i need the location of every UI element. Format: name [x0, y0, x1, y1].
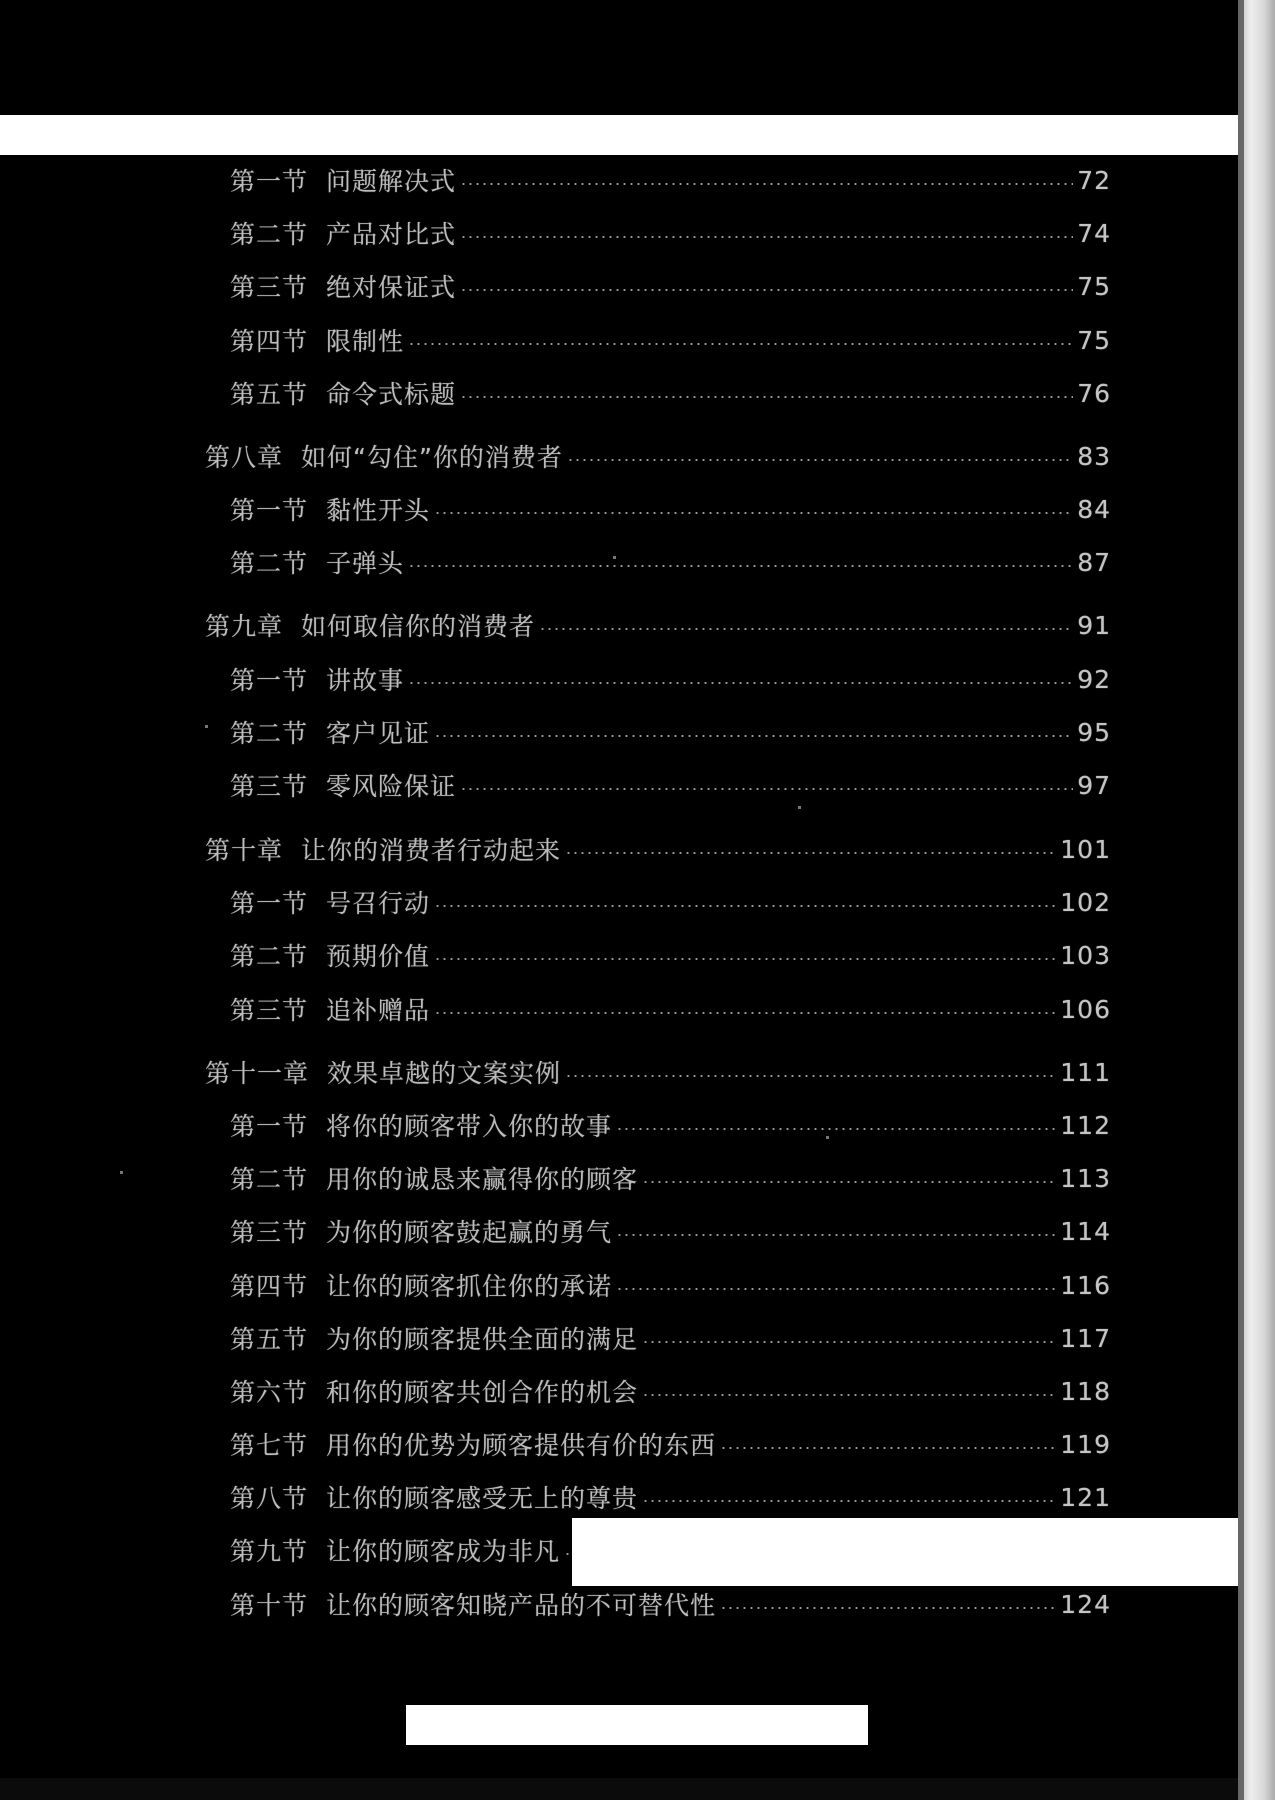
toc-entry-18 [230, 1107, 1111, 1143]
page-number: 92 [1077, 664, 1111, 694]
section-number: 第五节 [230, 1325, 309, 1354]
toc-entry-19 [230, 1160, 1111, 1196]
section-number: 第八节 [230, 1484, 309, 1513]
dot-leader [720, 1447, 1056, 1449]
page-number: 84 [1077, 494, 1111, 524]
page-number: 114 [1060, 1216, 1111, 1246]
page-number: 72 [1077, 165, 1111, 195]
section-number: 第一节 [230, 167, 309, 196]
toc-entry-8 [230, 544, 1111, 580]
dot-leader [616, 1234, 1056, 1236]
page-number: 91 [1077, 610, 1111, 640]
toc-entry-7 [230, 491, 1111, 527]
section-title: 用你的优势为顾客提供有价的东西 [326, 1431, 717, 1460]
section-title: 为你的顾客提供全面的满足 [326, 1325, 639, 1354]
redaction-box-footer [406, 1705, 868, 1745]
section-title: 为你的顾客鼓起赢的勇气 [326, 1218, 613, 1247]
page-number: 117 [1060, 1323, 1111, 1353]
section-title: 零风险保证 [326, 772, 457, 801]
dot-leader [642, 1181, 1056, 1183]
toc-entry-9 [205, 607, 1111, 643]
dot-leader [408, 565, 1073, 567]
page-number: 97 [1077, 770, 1111, 800]
section-title: 号召行动 [326, 889, 431, 918]
scan-speck [826, 1136, 829, 1139]
section-number: 第十节 [230, 1591, 309, 1620]
toc-entry-2 [230, 215, 1111, 251]
toc-entry-27 [230, 1586, 1111, 1622]
toc-entry-10 [230, 661, 1111, 697]
dot-leader [408, 343, 1073, 345]
redaction-box [572, 1518, 1238, 1586]
chapter-number: 第九章 [205, 612, 284, 641]
page-number: 124 [1060, 1589, 1111, 1619]
page-number: 76 [1077, 378, 1111, 408]
bottom-strip [0, 1778, 1238, 1800]
toc-entry-17 [205, 1054, 1111, 1090]
dot-leader [460, 788, 1073, 790]
section-title: 限制性 [326, 327, 405, 356]
section-title: 让你的顾客抓住你的承诺 [326, 1272, 613, 1301]
page-number: 119 [1060, 1429, 1111, 1459]
toc-entry-3 [230, 268, 1111, 304]
chapter-title: 效果卓越的文案实例 [327, 1059, 562, 1088]
toc-entry-11 [230, 714, 1111, 750]
page-number: 101 [1060, 834, 1111, 864]
section-number: 第三节 [230, 273, 309, 302]
dot-leader [565, 1075, 1056, 1077]
section-title: 问题解决式 [326, 167, 457, 196]
section-number: 第六节 [230, 1378, 309, 1407]
section-number: 第二节 [230, 942, 309, 971]
section-title: 和你的顾客共创合作的机会 [326, 1378, 639, 1407]
page-number: 112 [1060, 1110, 1111, 1140]
section-number: 第一节 [230, 889, 309, 918]
toc-entry-1 [230, 162, 1111, 198]
chapter-title: 让你的消费者行动起来 [301, 836, 562, 865]
page-number: 95 [1077, 717, 1111, 747]
chapter-number: 第十章 [205, 836, 284, 865]
section-title: 命令式标题 [326, 380, 457, 409]
page-number: 113 [1060, 1163, 1111, 1193]
section-number: 第二节 [230, 220, 309, 249]
scan-speck [120, 1171, 123, 1174]
page-number: 87 [1077, 547, 1111, 577]
dot-leader [642, 1394, 1056, 1396]
toc-entry-12 [230, 767, 1111, 803]
section-number: 第九节 [230, 1537, 309, 1566]
dot-leader [434, 735, 1073, 737]
toc-entry-16 [230, 991, 1111, 1027]
dot-leader [434, 958, 1056, 960]
section-title: 讲故事 [326, 666, 405, 695]
toc-entry-23 [230, 1373, 1111, 1409]
dot-leader [539, 628, 1073, 630]
dot-leader [565, 852, 1056, 854]
dot-leader [642, 1341, 1056, 1343]
page-number: 116 [1060, 1270, 1111, 1300]
toc-entry-13 [205, 831, 1111, 867]
section-number: 第三节 [230, 1218, 309, 1247]
toc-entry-24 [230, 1426, 1111, 1462]
section-title: 预期价值 [326, 942, 431, 971]
section-number: 第一节 [230, 496, 309, 525]
section-number: 第一节 [230, 1112, 309, 1141]
toc-entry-15 [230, 937, 1111, 973]
section-title: 产品对比式 [326, 220, 457, 249]
page-number: 118 [1060, 1376, 1111, 1406]
section-number: 第二节 [230, 1165, 309, 1194]
toc-entry-20 [230, 1213, 1111, 1249]
page-number: 74 [1077, 218, 1111, 248]
page-number: 102 [1060, 887, 1111, 917]
section-number: 第三节 [230, 772, 309, 801]
page-number: 121 [1060, 1482, 1111, 1512]
dot-leader [720, 1607, 1056, 1609]
section-title: 让你的顾客成为非凡 [326, 1537, 561, 1566]
dot-leader [434, 905, 1056, 907]
page-edge-shadow [1238, 0, 1275, 1800]
toc-entry-25 [230, 1479, 1111, 1515]
dot-leader [460, 183, 1073, 185]
section-title: 让你的顾客感受无上的尊贵 [326, 1484, 639, 1513]
chapter-title: 如何“勾住”你的消费者 [301, 443, 563, 472]
page-number: 106 [1060, 994, 1111, 1024]
dot-leader [616, 1288, 1056, 1290]
scan-speck [205, 725, 208, 728]
toc-entry-21 [230, 1267, 1111, 1303]
toc-entry-4 [230, 322, 1111, 358]
section-title: 将你的顾客带入你的故事 [326, 1112, 613, 1141]
section-number: 第二节 [230, 549, 309, 578]
dot-leader [460, 396, 1073, 398]
section-title: 子弹头 [326, 549, 405, 578]
toc-entry-6 [205, 438, 1111, 474]
dot-leader [434, 512, 1073, 514]
section-number: 第二节 [230, 719, 309, 748]
dot-leader [408, 682, 1073, 684]
section-title: 黏性开头 [326, 496, 431, 525]
section-number: 第一节 [230, 666, 309, 695]
scan-speck [798, 806, 801, 809]
section-title: 追补赠品 [326, 996, 431, 1025]
toc-entry-14 [230, 884, 1111, 920]
section-title: 客户见证 [326, 719, 431, 748]
section-title: 绝对保证式 [326, 273, 457, 302]
page-number: 83 [1077, 441, 1111, 471]
dot-leader [642, 1500, 1056, 1502]
scan-speck [613, 556, 616, 559]
dot-leader [434, 1012, 1056, 1014]
page-number: 75 [1077, 271, 1111, 301]
toc-entry-22 [230, 1320, 1111, 1356]
section-number: 第三节 [230, 996, 309, 1025]
chapter-number: 第十一章 [205, 1059, 310, 1088]
section-number: 第四节 [230, 327, 309, 356]
page-number: 75 [1077, 325, 1111, 355]
section-title: 让你的顾客知晓产品的不可替代性 [326, 1591, 717, 1620]
page-number: 103 [1060, 940, 1111, 970]
toc-entry-5 [230, 375, 1111, 411]
dot-leader [460, 289, 1073, 291]
page-number: 111 [1060, 1057, 1111, 1087]
dot-leader [460, 236, 1073, 238]
dot-leader [567, 459, 1073, 461]
section-number: 第五节 [230, 380, 309, 409]
chapter-number: 第八章 [205, 443, 284, 472]
chapter-title: 如何取信你的消费者 [301, 612, 536, 641]
section-number: 第七节 [230, 1431, 309, 1460]
section-number: 第四节 [230, 1272, 309, 1301]
section-title: 用你的诚恳来赢得你的顾客 [326, 1165, 639, 1194]
dot-leader [616, 1128, 1056, 1130]
